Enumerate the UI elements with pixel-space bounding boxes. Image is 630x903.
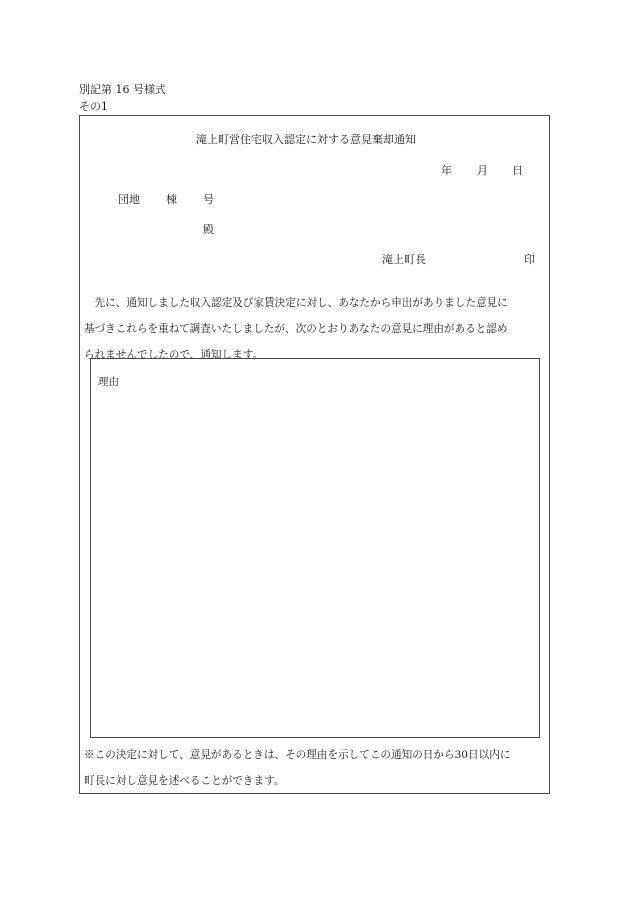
footnote-line-2: 町長に対し意見を述べることができます。 [84, 775, 285, 787]
address-go-label: 号 [203, 193, 214, 206]
body-line-2: 基づきこれらを重ねて調査いたしましたが、次のとおりあなたの意見に理由があると認め [84, 323, 508, 335]
date-year-label: 年 [441, 164, 452, 177]
footnote-line-1: ※この決定に対して、意見があるときは、その理由を示してこの通知の日から30日以内に [84, 749, 511, 761]
footnote [84, 742, 554, 794]
address-danchi-label: 団地 [118, 193, 140, 206]
reason-label: 理由 [98, 376, 119, 388]
body-line-1: 先に、通知しました収入認定及び家賃決定に対し、あなたから申出がありました意見に [84, 297, 508, 309]
issuer-name: 滝上町長 [382, 253, 426, 266]
body-line-3: られませんでしたので、通知します。 [84, 349, 264, 361]
date-day-label: 日 [512, 164, 523, 177]
recipient-honorific: 殿 [203, 223, 214, 236]
notice-body [84, 290, 554, 368]
notice-title: 滝上町営住宅収入認定に対する意見棄却通知 [196, 133, 416, 146]
seal-mark: 印 [524, 253, 535, 266]
address-mune-label: 棟 [166, 193, 177, 206]
date-month-label: 月 [477, 164, 488, 177]
form-number: 別記第 16 号様式 [79, 83, 166, 96]
form-sub-number: その1 [79, 100, 108, 113]
reason-box [90, 358, 540, 738]
